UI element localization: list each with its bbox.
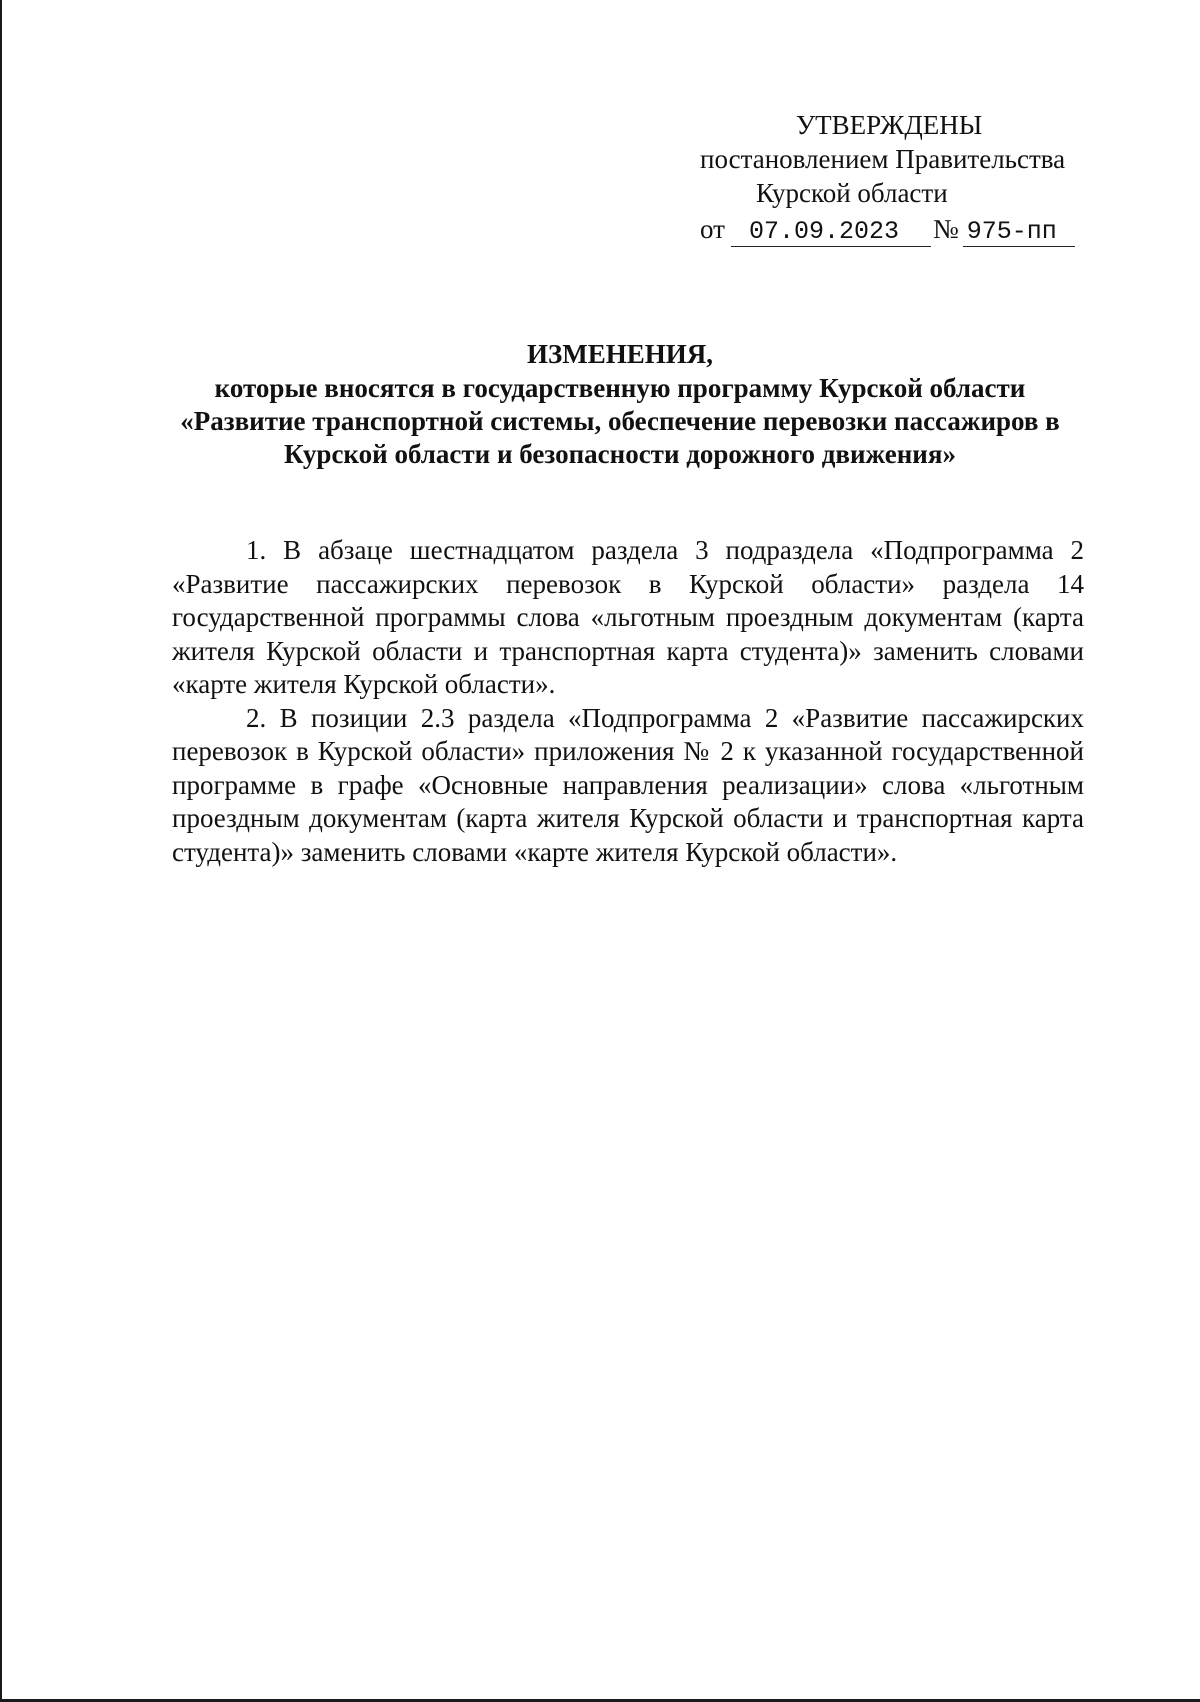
scan-edge-left [0,0,2,1702]
number-sign: № [932,214,959,244]
paragraph-2: 2. В позиции 2.3 раздела «Подпрограмма 2 «Развитие пассажирских перевозок в Курской области» приложения № 2 к указанной государственной программе в графе «Основные направления реализации» слова «льготным проездным документам (карта жителя Курской области и транспортная карта студента)» заменить словами «карте жителя Курской области». [172,702,1084,867]
approval-region: Курской области [756,178,948,208]
document-title [150,338,1090,471]
number-value: 975-пп [963,218,1075,247]
approval-stamp: УТВЕРЖДЕНЫ [796,110,983,140]
approval-issuer: постановлением Правительства [700,144,1066,174]
approval-date-row [700,212,1090,247]
title-heading: ИЗМЕНЕНИЯ, [526,339,713,369]
date-value: 07.09.2023 [731,218,931,247]
document-body [172,534,1084,869]
paragraph-1: 1. В абзаце шестнадцатом раздела 3 подраздела «Подпрограмма 2 «Развитие пассажирских перевозок в Курской области» раздела 14 государственной программы слова «льготным проездным документам (карта жителя Курской области и транспортная карта студента)» заменить словами «карте жителя Курской области». [172,535,1084,699]
title-subtitle: которые вносятся в государственную программу Курской области «Развитие транспортной системы, обеспечение перевозки пассажиров в Курской области и безопасности дорожного движения» [180,373,1060,469]
approval-block [700,108,1090,247]
date-prefix: от [700,214,725,244]
